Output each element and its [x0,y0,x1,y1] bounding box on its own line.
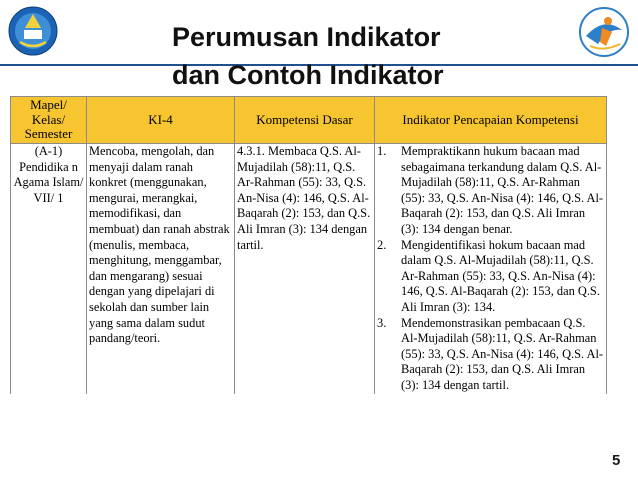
indicator-text: Mendemonstrasikan pembacaan Q.S. Al-Mujadilah (58):11, Q.S. Ar-Rahman (55): 33, Q.S. An-Nisa (4): 146, Q.S. Al-Baqarah (2): 153, dan Q.S. Ali Imran (3): 134 dengan tartil. [401,315,604,392]
kurikulum-2013-logo-icon [578,6,630,58]
indicator-number: 3. [377,315,387,330]
title-line-2: dan Contoh Indikator [172,60,444,90]
list-item [377,316,604,394]
cell-kompetensi-dasar: 4.3.1. Membaca Q.S. Al-Mujadilah (58):11, Q.S. Ar-Rahman (55): 33, Q.S. An-Nisa (4): 146, Q.S. Al-Baqarah (2): 153, dan Q.S. Ali Imran (3): 134 dengan tartil. [235,144,375,394]
indicator-text: Mempraktikann hukum bacaan mad sebagaimana terkandung dalam Q.S. Al-Mujadilah (58):11, Q.S. Ar-Rahman (55): 33, Q.S. An-Nisa (4): 146, Q.S. Al-Baqarah (2): 153, dan Q.S. Ali Imran (3): 134 dengan benar. [401,144,604,236]
indicator-list [377,144,604,394]
header-kompetensi-dasar: Kompetensi Dasar [235,97,375,144]
cell-mapel: (A-1) Pendidika n Agama Islam/ VII/ 1 [11,144,87,394]
indicator-number: 1. [377,144,387,158]
list-item [377,238,604,316]
cell-ki4: Mencoba, mengolah, dan menyaji dalam ranah konkret (menggunakan, mengurai, merangkai, memodifikasi, dan membuat) dan ranah abstrak (menulis, membaca, menghitung, menggambar, dan mengarang) sesuai dengan yang dipelajari di sekolah dan sumber lain yang sama dalam sudut pandang/teori. [87,144,235,394]
tut-wuri-handayani-emblem-icon [8,6,58,56]
indicator-text: Mengidentifikasi hokum bacaan mad dalam Q.S. Al-Mujadilah (58):11, Q.S. Ar-Rahman (55): 33, Q.S. An-Nisa (4): 146, Q.S. Al-Baqarah (2): 153, dan Q.S. Ali Imran (3): 134. [401,237,600,314]
indicator-number: 2. [377,237,387,252]
header-mapel: Mapel/ Kelas/ Semester [11,97,87,144]
slide-title [172,18,443,94]
title-line-1: Perumusan Indikator [172,22,441,52]
page-number: 5 [612,452,621,469]
table-header-row [11,97,607,144]
header-indikator: Indikator Pencapaian Kompetensi [375,97,607,144]
cell-indikator [375,144,607,394]
table-row [11,144,607,394]
indicator-table [10,96,607,394]
header-ki4: KI-4 [87,97,235,144]
list-item [377,144,604,238]
